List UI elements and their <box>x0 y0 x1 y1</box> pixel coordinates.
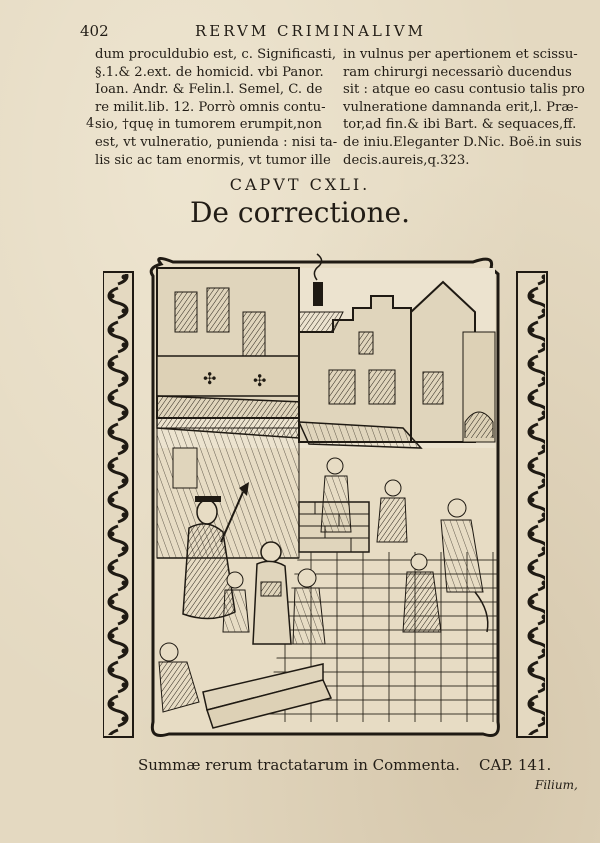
text-line: §.1.& 2.ext. de homicid. vbi Panor. <box>95 64 324 80</box>
footer-chapter-ref: CAP. 141. <box>478 756 552 774</box>
text-line: est, vt vulneratio, punienda : nisi ta- <box>95 134 338 150</box>
text-line: Ioan. Andr. & Felin.l. Semel, C. de <box>95 82 323 98</box>
catchword: Filium, <box>535 778 578 792</box>
right-text-column <box>343 46 583 169</box>
text-line: tor,ad fin.& ibi Bart. & sequaces,ff. <box>343 117 577 133</box>
chapter-title: De correctione. <box>189 196 411 229</box>
right-ornament-border <box>517 272 547 737</box>
text-line: decis.aureis,q.323. <box>343 152 470 168</box>
svg-text:✣: ✣ <box>203 369 217 388</box>
text-line: vulneratione damnanda erit,l. Præ- <box>343 99 579 115</box>
woodcut-illustration <box>103 252 553 744</box>
text-line: dum proculdubio est, c. Significasti, <box>95 47 337 62</box>
chapter-label: CAPVT CXLI. <box>229 175 371 194</box>
text-line: de iniu.Eleganter D.Nic. Boë.in suis <box>343 134 582 150</box>
text-line: sit : atque eo casu contusio talis pro <box>343 82 585 98</box>
text-line: re milit.lib. 12. Porrò omnis contu- <box>95 99 326 115</box>
text-line: sio, †quę in tumorem erumpit,non <box>95 117 322 133</box>
footer-line <box>138 756 551 774</box>
text-line: lis sic ac tam enormis, vt tumor ille <box>95 152 331 168</box>
left-ornament-border <box>103 272 133 737</box>
running-head: RERVM CRIMINALIVM <box>195 22 426 40</box>
text-line: ram chirurgi necessariò ducendus <box>343 64 572 80</box>
page-header <box>0 22 600 46</box>
text-line: in vulnus per apertionem et scissu- <box>343 47 578 62</box>
svg-text:✣: ✣ <box>253 371 267 390</box>
footer-summary: Summæ rerum tractatarum in Commenta. <box>138 756 460 774</box>
page-number: 402 <box>80 22 109 40</box>
left-text-column <box>95 46 338 169</box>
margin-note: 4 <box>86 116 95 131</box>
